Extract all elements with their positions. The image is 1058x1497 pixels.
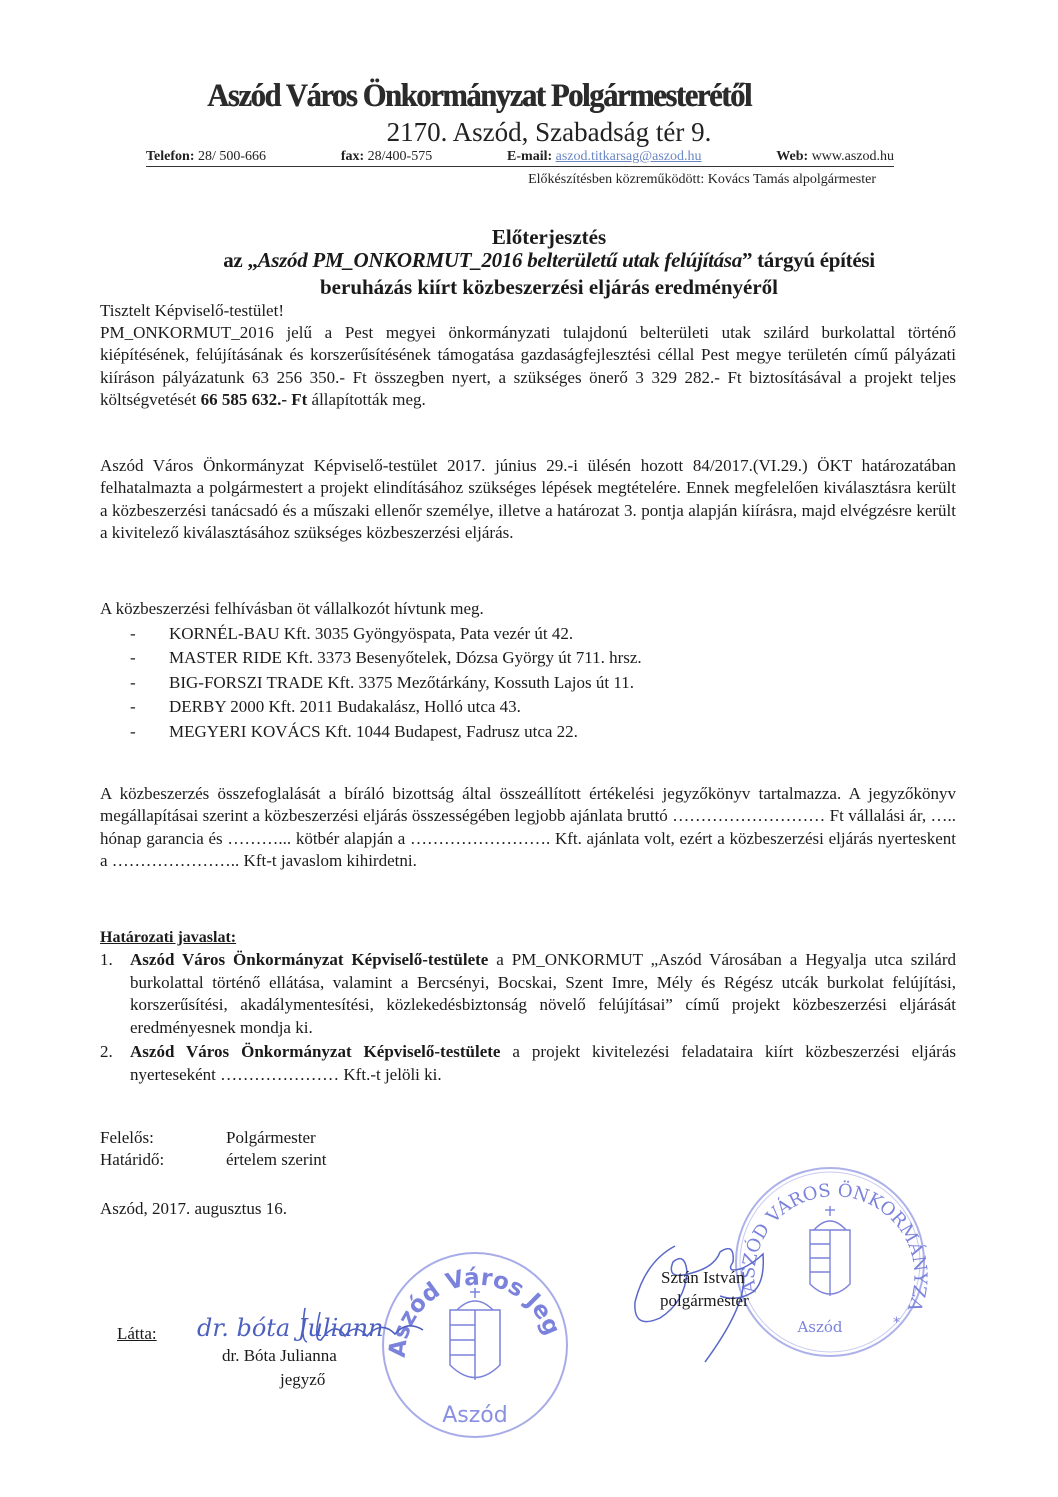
responsible-label: Felelős:	[100, 1128, 154, 1147]
place-and-date: Aszód, 2017. augusztus 16.	[100, 1199, 287, 1218]
resolution-text	[130, 1041, 956, 1086]
bullet-dash: -	[130, 697, 136, 717]
email-link[interactable]: aszod.titkarsag@aszod.hu	[555, 149, 702, 164]
bidder-text: KORNÉL-BAU Kft. 3035 Gyöngyöspata, Pata vezér út 42.	[169, 624, 574, 643]
web	[776, 149, 894, 165]
resolution-list	[100, 949, 956, 1087]
notary-signature-text: dr. bóta Juliann	[197, 1314, 384, 1342]
bidder-text: BIG-FORSZI TRADE Kft. 3375 Mezőtárkány, Kossuth Lajos út 11.	[169, 672, 634, 692]
paragraph-funding-end: állapították meg.	[307, 389, 426, 409]
fax-label: fax:	[340, 149, 365, 164]
bidder-text: MEGYERI KOVÁCS Kft. 1044 Budapest, Fadrusz utca 22.	[169, 721, 578, 741]
resolution-item	[100, 949, 956, 1039]
resolution-subject: Aszód Város Önkormányzat Képviselő-testülete	[130, 950, 489, 969]
prepared-by: Előkészítésben közreműködött: Kovács Tamás alpolgármester	[528, 172, 876, 187]
deadline-label: Határidő:	[100, 1150, 165, 1169]
mayor-stamp-bottom: Aszód	[797, 1318, 843, 1336]
email	[507, 149, 701, 165]
bidders-list	[130, 622, 642, 744]
bullet-dash: -	[130, 672, 136, 692]
paragraph-funding-text: PM_ONKORMUT_2016 jelű a Pest megyei önkormányzati tulajdonú belterületi utak szilárd burkolattal történő kiépítésének, felújításának és korszerűsítésének támogatása gazdaságfejlesztési céllal Pest megye területén című pályázati kiíráson pályázatunk 63 256 350.- Ft összegben nyert, a szükséges önerő 3 329 282.- Ft biztosításával a projekt teljes költségvetését	[100, 323, 956, 409]
resolution-number: 1.	[100, 950, 113, 969]
letterhead-title: Aszód Város Önkormányzat Polgármesterétől	[207, 78, 752, 114]
subject-suffix: ” tárgyú építési	[741, 248, 875, 272]
subject-prefix: az „	[223, 248, 258, 272]
resolution-body: a PM_ONKORMUT „Aszód Városában a Hegyalja utca szilárd burkolattal történő ellátása, valamint a Bercsényi, Bocskai, Szent Imre, Mély és Régész utcák burkolat felújítási, korszerűsítési, akadálymentesítési, közlekedésbiztonság növelő felújításai” című projekt közbeszerzési eljárását eredményesnek mondja ki.	[130, 950, 957, 1037]
bidder-text: MASTER RIDE Kft. 3373 Besenyőtelek, Dózsa György út 711. hrsz.	[169, 648, 642, 668]
notary-name: dr. Bóta Julianna	[222, 1346, 337, 1365]
seen-by-label: Látta:	[117, 1324, 157, 1343]
resolution-body: a projekt kivitelezési feladataira kiírt közbeszerzési eljárás nyerteseként ………………… Kft.-t jelöli ki.	[130, 1042, 956, 1084]
web-label: Web:	[776, 149, 809, 164]
letterhead-contact-line	[146, 149, 894, 167]
document-subject-line	[0, 248, 1058, 273]
resolution-subject: Aszód Város Önkormányzat Képviselő-testülete	[130, 1042, 501, 1062]
responsibility-block	[100, 1127, 327, 1171]
notary-stamp-text: Aszód Város Jegyzője	[367, 1220, 566, 1359]
phone	[146, 149, 266, 165]
bullet-dash: -	[130, 624, 136, 643]
bidder-text: DERBY 2000 Kft. 2011 Budakalász, Holló utca 43.	[169, 697, 521, 717]
paragraph-evaluation-text: A közbeszerzés összefoglalását a bíráló bizottság által összeállított értékelési jegyzőkönyv tartalmazza. A jegyzőkönyv megállapításai szerint a közbeszerzési eljárás összességében legjobb ajánlata bruttó ……………………… Ft vállalási ár, ….. hónap garancia és ………... kötbér alapján a ……………………. Kft. ajánlata volt, ezért a közbeszerzési eljárás nyerteskent a ………………….. Kft-t javaslom kihirdetni.	[100, 784, 956, 870]
paragraph-funding	[100, 322, 956, 411]
total-budget: 66 585 632.- Ft	[200, 389, 308, 409]
email-label: E-mail:	[507, 149, 553, 164]
phone-value: 28/ 500-666	[197, 149, 267, 164]
notary-title: jegyző	[280, 1370, 326, 1389]
star-icon: *	[893, 1315, 900, 1331]
coat-of-arms-icon	[450, 1288, 500, 1380]
notary-signature	[195, 1300, 435, 1350]
coat-of-arms-icon	[810, 1206, 850, 1296]
responsible-row	[100, 1127, 327, 1149]
bidders-intro: A közbeszerzési felhívásban öt vállalkozót hívtunk meg.	[100, 599, 484, 618]
greeting: Tisztelt Képviselő-testület!	[100, 301, 284, 320]
project-title: Aszód PM_ONKORMUT_2016 belterületű utak felújítása	[257, 248, 742, 272]
resolution-number: 2.	[100, 1042, 113, 1062]
paragraph-authorization-text: Aszód Város Önkormányzat Képviselő-testület 2017. június 29.-i ülésén hozott 84/2017.(VI.29.) ÖKT határozatában felhatalmazta a polgármestert a projekt elindításához szükséges lépések megtételére. Ennek megfelelően kiválasztásra került a közbeszerzési tanácsadó és a műszaki ellenőr személye, illetve a határozat 3. pontja alapján kiírásra, majd elvégzésre került a kivitelező kiválasztásához szükséges közbeszerzési eljárás.	[100, 456, 956, 542]
list-item	[130, 671, 642, 695]
mayor-name: Sztán István	[661, 1268, 745, 1287]
paragraph-authorization	[100, 455, 956, 544]
document-subject-line-2: beruházás kiírt közbeszerzési eljárás eredményéről	[320, 275, 778, 299]
phone-label: Telefon:	[146, 149, 195, 164]
list-item	[130, 646, 642, 670]
notary-stamp-bottom: Aszód	[442, 1403, 508, 1428]
resolution-item	[100, 1041, 956, 1086]
letterhead-address: 2170. Aszód, Szabadság tér 9.	[386, 117, 712, 147]
deadline-value: értelem szerint	[226, 1150, 327, 1169]
responsible-value: Polgármester	[226, 1128, 316, 1147]
resolution-text	[130, 949, 956, 1039]
list-item	[130, 622, 642, 646]
web-link[interactable]: www.aszod.hu	[811, 149, 894, 164]
mayor-stamp-text: ASZÓD VÁROS ÖNKORMÁNYZAT	[721, 1146, 931, 1314]
list-item	[130, 695, 642, 719]
deadline-row	[100, 1149, 327, 1171]
document-type-heading: Előterjesztés	[491, 225, 607, 249]
bullet-dash: -	[130, 648, 136, 668]
fax	[341, 149, 432, 165]
list-item	[130, 720, 642, 744]
mayor-title: polgármester	[660, 1291, 749, 1310]
bullet-dash: -	[130, 721, 136, 741]
resolution-heading: Határozati javaslat:	[100, 929, 237, 946]
paragraph-evaluation	[100, 783, 956, 872]
fax-value: 28/400-575	[367, 149, 433, 164]
